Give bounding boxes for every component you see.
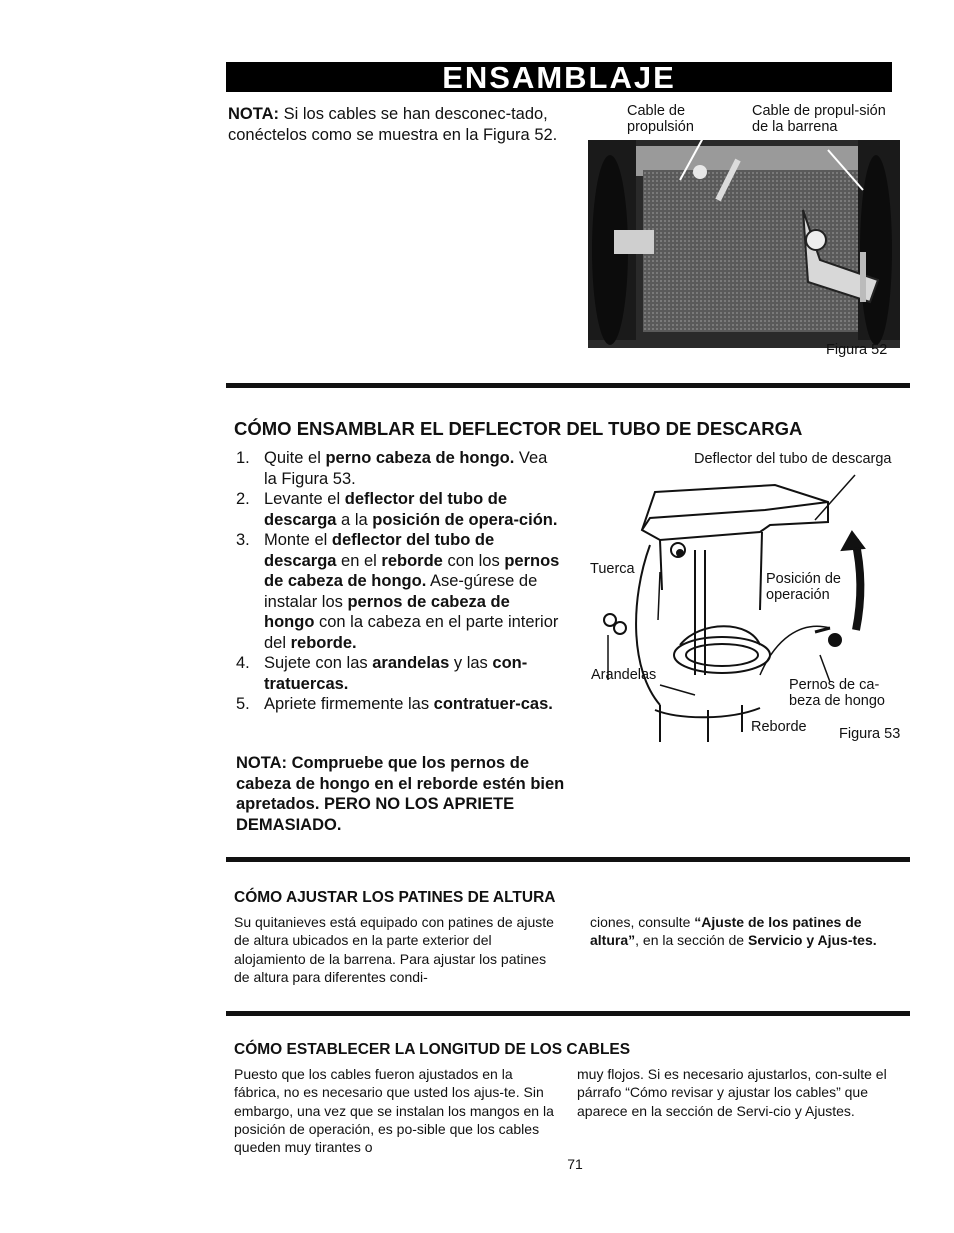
cables-col-1: Puesto que los cables fueron ajustados en la fábrica, no es necesario que usted los ajus-te. Sin embargo, una vez que se instalan los mangos en la posición de operación, es po-sible que los cables queden muy tirantes o [234, 1066, 554, 1156]
divider-rule-3 [226, 1011, 910, 1016]
patines-col-2: ciones, consulte “Ajuste de los patines de altura”, en la sección de Servicio y Ajus-tes. [590, 914, 877, 949]
fig53-label-reborde: Reborde [751, 719, 807, 735]
fig53-label-arandelas: Arandelas [591, 667, 657, 683]
page-header-banner [226, 60, 892, 95]
deflector-steps-list [236, 448, 561, 715]
note-top-label: NOTA: [228, 105, 280, 123]
fig53-label-pernos: Pernos de ca-beza de hongo [789, 677, 885, 709]
divider-rule-2 [226, 857, 910, 862]
cables-col-2: muy flojos. Si es necesario ajustarlos, con-sulte el párrafo “Cómo revisar y ajustar los cables” que aparece en la sección de Servi-cio y Ajustes. [577, 1066, 887, 1119]
section-deflector-heading: CÓMO ENSAMBLAR EL DEFLECTOR DEL TUBO DE DESCARGA [234, 418, 803, 439]
note-top [228, 104, 563, 145]
fig53-caption: Figura 53 [839, 726, 901, 742]
note-top-text: Si los cables se han desconec-tado, conéctelos como se muestra en la Figura 52. [228, 105, 558, 144]
deflector-step-5: 5. Apriete firmemente las contratuer-cas. [236, 695, 553, 713]
divider-rule-1 [226, 383, 910, 388]
figure-52-svg [588, 140, 900, 348]
deflector-step-3: 3. Monte el deflector del tubo de descarga en el reborde con los pernos de cabeza de hongo. Ase-gúrese de instalar los pernos de cabeza de hongo con la cabeza en el parte interior del reborde. [236, 531, 560, 652]
deflector-step-2: 2. Levante el deflector del tubo de descarga a la posición de opera-ción. [236, 490, 558, 529]
fig52-label-auger-cable: Cable de propul-sión de la barrena [752, 103, 886, 135]
page-number: 71 [567, 1156, 583, 1172]
fig52-caption: Figura 52 [826, 342, 888, 358]
fig53-label-posicion: Posición de operación [766, 571, 841, 603]
patines-col-1: Su quitanieves está equipado con patines de ajuste de altura ubicados en la parte exterior del alojamiento de la barrena. Para ajustar los patines de altura para diferentes condi- [234, 914, 554, 985]
page-header-title: ENSAMBLAJE [442, 60, 676, 95]
fig53-label-tuerca: Tuerca [590, 561, 635, 577]
deflector-note: NOTA: Compruebe que los pernos de cabeza de hongo en el reborde estén bien apretados. PERO NO LOS APRIETE DEMASIADO. [236, 754, 565, 834]
fig52-label-propulsion-cable: Cable de propulsión [627, 103, 694, 135]
deflector-step-1: 1. Quite el perno cabeza de hongo. Vea la Figura 53. [236, 449, 548, 488]
section-patines-heading: CÓMO AJUSTAR LOS PATINES DE ALTURA [234, 889, 556, 906]
deflector-step-4: 4. Sujete con las arandelas y las con-tratuercas. [236, 654, 528, 693]
figure-52-illustration [588, 140, 900, 348]
fig53-label-deflector: Deflector del tubo de descarga [694, 451, 892, 467]
section-cables-heading: CÓMO ESTABLECER LA LONGITUD DE LOS CABLES [234, 1041, 631, 1058]
